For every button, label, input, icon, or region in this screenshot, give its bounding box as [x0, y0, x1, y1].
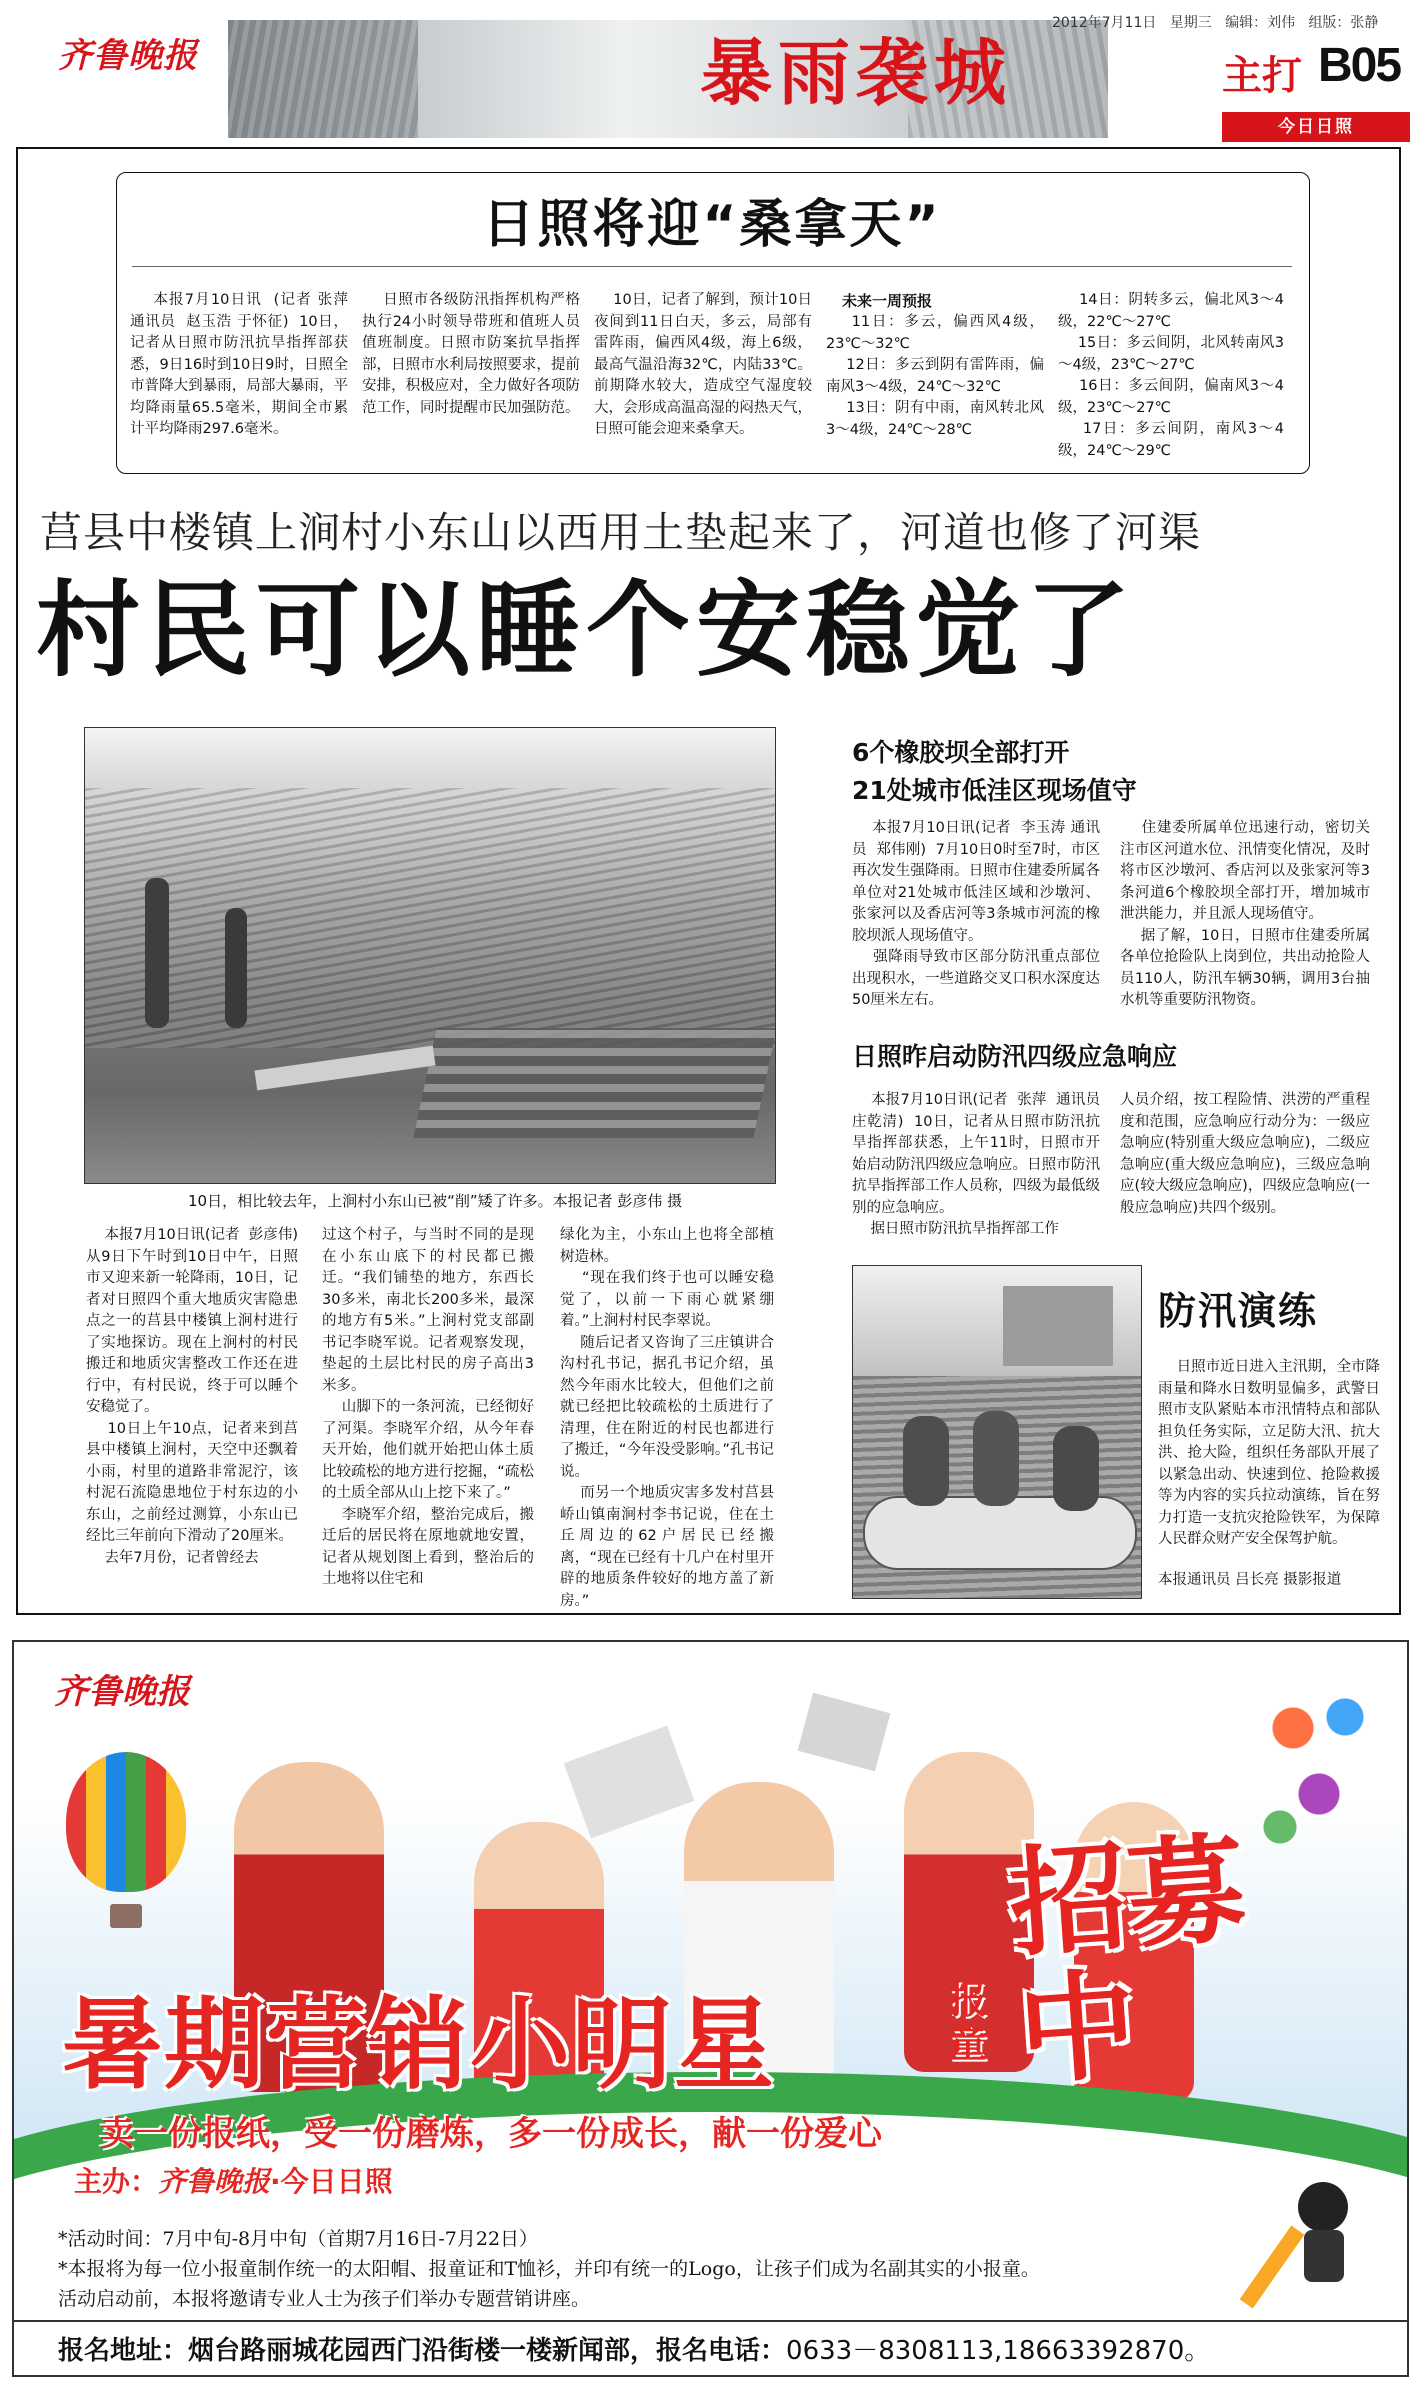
weather-col-3: 10日，记者了解到，预计10日夜间到11日白天，多云，局部有雷阵雨，偏西风4级，海上6级，最高气温沿海32℃，内陆33℃。前期降水较大，造成空气湿度较大，会形成高温高湿的闷热天气，日照可能会迎来桑拿天。	[594, 292, 813, 437]
banner-title: 暴雨袭城	[700, 30, 1013, 115]
edition-label: 今日日照	[1278, 117, 1354, 137]
dams-headline-1: 6个橡胶坝全部打开	[852, 738, 1070, 767]
weather-col-2: 日照市各级防汛指挥机构严格执行24小时领导带班和值班人员值班制度。日照市防案抗旱指挥部，日照市水利局按照要求，提前安排，积极应对，全力做好各项防范工作，同时提醒市民加强防范。	[362, 292, 580, 416]
ad-separator	[14, 2320, 1407, 2322]
ad-recruit: 招募中	[1004, 1818, 1251, 2102]
ad-detail-2: *本报将为每一位小报童制作统一的太阳帽、报童证和T恤衫，并印有统一的Logo，让孩子们成为名副其实的小报童。	[58, 2258, 1040, 2280]
section-label: 主打	[1222, 53, 1302, 99]
response-col-1: 本报7月10日讯(记者 张萍 通讯员 庄乾清) 10日，记者从日照市防汛抗旱指挥部获悉，上午11时，日照市开始启动防汛四级应急响应。日照市防汛抗旱指挥部工作人员称，四级为最低级别的应急响应。 据日照市防汛抗旱指挥部工作	[852, 1092, 1100, 1237]
masthead	[0, 0, 1417, 150]
pencil-mascot-icon	[1264, 2182, 1374, 2302]
ad-organizer	[74, 2160, 393, 2200]
main-col-2: 过这个村子，与当时不同的是现在小东山底下的村民都已搬迁。“我们铺垫的地方，东西长30多米，南北长200多米，最深的地方有5米。”上涧村党支部副书记李晓军说。记者观察发现，垫起的土层比村民的房子高出3米多。 山脚下的一条河流，已经彻好了河渠。李晓军介绍，从今年春天开始，他们就开始把山体土质比较疏松的地方进行挖掘，“疏松的土质全部从山上挖下来了。” 李晓军介绍，整治完成后，搬迁后的居民将在原地就地安置，记者从规划图上看到，整治后的土地将以住宅和	[322, 1227, 534, 1587]
main-photo-caption: 10日，相比较去年，上涧村小东山已被“削”矮了许多。本报记者 彭彦伟 摄	[188, 1192, 683, 1210]
drill-body: 日照市近日进入主汛期，全市降雨量和降水日数明显偏多，武警日照市支队紧贴本市汛情特点和部队担负任务实际，立足防大汛、抗大洪、抢大险，组织任务部队开展了以紧急出动、快速到位、抢险救援等为内容的实兵拉动演练，旨在努力打造一支抗灾抢险铁军，为保障人民群众财产安全保驾护航。	[1158, 1359, 1381, 1547]
layout-editor: 组版：张静	[1308, 15, 1379, 31]
address-label: 报名地址：	[58, 2336, 189, 2366]
main-headline: 村民可以睡个安稳觉了	[36, 568, 1137, 691]
weather-col-5: 14日：阴转多云，偏北风3～4级，22℃～27℃ 15日：多云间阴，北风转南风3～4级，23℃～27℃ 16日：多云间阴，偏南风3～4级，23℃～27℃ 17日：多云间阴，南风3～4级，24℃～29℃	[1058, 292, 1285, 459]
page-meta	[1052, 12, 1378, 32]
ad-detail-1: *活动时间：7月中旬-8月中旬（首期7月16日-7月22日）	[58, 2228, 539, 2250]
main-kicker: 莒县中楼镇上涧村小东山以西用土垫起来了，河道也修了河渠	[40, 508, 1202, 557]
response-headline: 日照昨启动防汛四级应急响应	[852, 1042, 1178, 1071]
ad-title: 暑期营销小明星	[62, 1985, 776, 2103]
phone-label: 报名电话：	[656, 2336, 787, 2366]
dams-col-2: 住建委所属单位迅速行动，密切关注市区河道水位、汛情变化情况，及时将市区沙墩河、香店河以及张家河等3条河道6个橡胶坝全部打开，增加城市泄洪能力，并且派人现场值守。 据了解，10日，日照市住建委所属各单位抢险队上岗到位，共出动抢险人员110人，防汛车辆30辆，调用3台抽水机等重要防汛物资。	[1120, 820, 1370, 1008]
weather-col-1: 本报7月10日讯 (记者 张萍 通讯员 赵玉浩 于怀征) 10日，记者从日照市防汛抗旱指挥部获悉，9日16时到10日9时，日照全市普降大到暴雨，局部大暴雨，平均降雨量65.5毫米，期间全市累计平均降雨297.6毫米。	[130, 292, 358, 437]
ad-slogan: 卖一份报纸，受一份磨炼，多一份成长，献一份爱心	[100, 2114, 882, 2154]
weather-col-4: 11日：多云，偏西风4级，23℃～32℃ 12日：多云到阴有雷阵雨，偏南风3～4级，24℃～32℃ 13日：阴有中雨，南风转北风3～4级，24℃～28℃	[826, 314, 1045, 438]
date: 2012年7月11日	[1052, 15, 1157, 31]
organizer-edition: ·今日日照	[270, 2165, 393, 2198]
response-col-2: 人员介绍，按工程险情、洪涝的严重程度和范围，应急响应行动分为：一级应急响应(特别重大级应急响应)，二级应急响应(重大级应急响应)，三级应急响应(较大级应急响应)，四级应急响应(一般应急响应)共四个级别。	[1120, 1092, 1370, 1216]
dams-col-1: 本报7月10日讯(记者 李玉涛 通讯员 郑伟刚) 7月10日0时至7时，市区再次发生强降雨。日照市住建委所属各单位对21处城市低洼区域和沙墩河、张家河以及香店河等3条城市河流的橡胶坝派人现场值守。 强降雨导致市区部分防汛重点部位出现积水，一些道路交叉口积水深度达50厘米左右。	[852, 820, 1101, 1008]
main-col-3: 绿化为主，小东山上也将全部植树造林。 “现在我们终于也可以睡安稳觉了，以前一下雨心就紧绷着。”上涧村村民李翠说。 随后记者又咨询了三庄镇讲合沟村孔书记，据孔书记介绍，虽然今年雨水比较大，但他们之前就已经把比较疏松的土质进行了清理，住在附近的村民也都进行了搬迁，“今年没受影响。”孔书记说。 而另一个地质灾害多发村莒县峤山镇南涧村李书记说，住在土丘周边的62户居民已经搬离，“现在已经有十几户在村里开辟的地质条件较好的地方盖了新房。”	[560, 1227, 774, 1609]
page-number: B05	[1318, 39, 1401, 92]
paper-logo: 齐鲁晚报	[58, 36, 198, 76]
forecast-title: 未来一周预报	[842, 292, 933, 310]
dams-headline-2: 21处城市低洼区现场值守	[852, 776, 1137, 805]
hot-air-balloon-icon	[66, 1752, 186, 1892]
weekday: 星期三	[1169, 15, 1212, 31]
drill-credit: 本报通讯员 吕长亮 摄影报道	[1158, 1572, 1342, 1588]
drill-photo	[852, 1265, 1142, 1599]
ad-banner	[12, 1640, 1409, 2377]
ad-detail-3: 活动启动前，本报将邀请专业人士为孩子们举办专题营销讲座。	[58, 2288, 591, 2310]
edition-bar	[1222, 112, 1410, 142]
address: 烟台路丽城花园西门沿街楼一楼新闻部，	[188, 2336, 657, 2366]
drill-headline: 防汛演练	[1158, 1289, 1319, 1333]
ad-title-small: 报童	[949, 1977, 988, 2066]
main-col-1: 本报7月10日讯(记者 彭彦伟) 从9日下午时到10日中午，日照市又迎来新一轮降雨，10日，记者对日照四个重大地质灾害隐患点之一的莒县中楼镇上涧村进行了实地探访。现在上涧村的村民搬迁和地质灾害整改工作还在进行中，有村民说，终于可以睡个安稳觉了。 10日上午10点，记者来到莒县中楼镇上涧村，天空中还飘着小雨，村里的道路非常泥泞，该村泥石流隐患地位于村东边的小东山，之前经过测算，小东山已经比三年前向下滑动了20厘米。 去年7月份，记者曾经去	[86, 1227, 298, 1566]
organizer-label: 主办：	[74, 2165, 159, 2198]
ad-contact	[58, 2330, 1210, 2367]
organizer-paper: 齐鲁晚报	[158, 2165, 271, 2198]
weather-title-rule	[132, 266, 1292, 267]
weather-title: 日照将迎“桑拿天”	[482, 195, 942, 255]
main-photo	[84, 727, 776, 1184]
editor: 编辑：刘伟	[1225, 15, 1296, 31]
phone: 0633－8308113,18663392870。	[786, 2336, 1211, 2366]
ad-logo: 齐鲁晚报	[54, 1672, 190, 1712]
